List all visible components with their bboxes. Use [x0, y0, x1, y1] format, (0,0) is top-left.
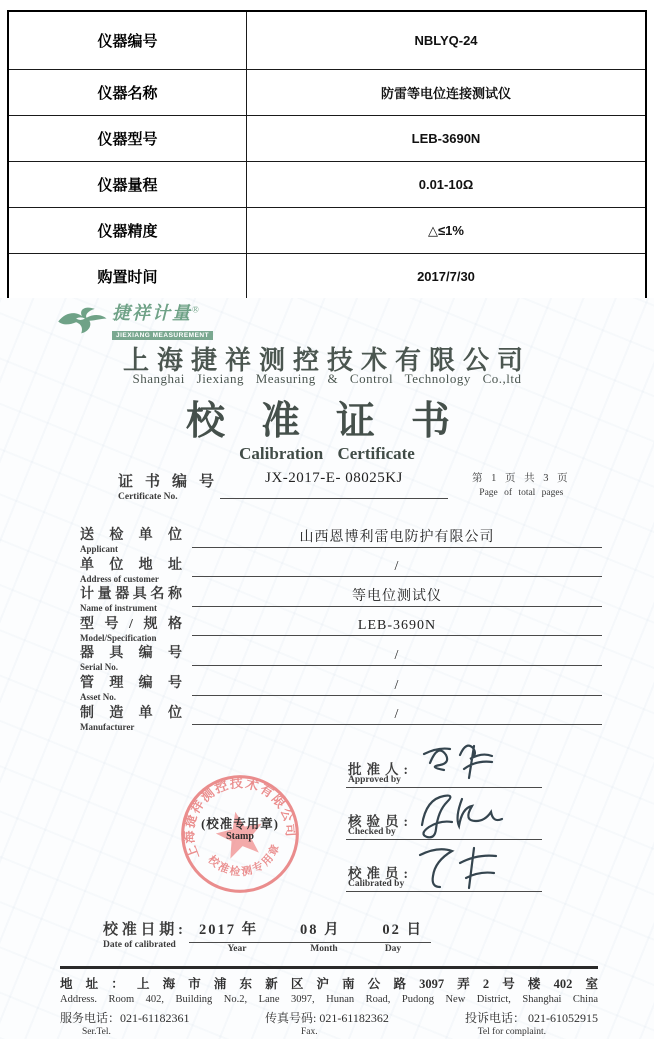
- calibration-certificate: [0, 298, 654, 1039]
- certificate-fields: [80, 522, 602, 732]
- swallow-bird-icon: [56, 303, 108, 342]
- date-label: 校准日期: Date of calibrated: [103, 922, 183, 950]
- svg-text:上海捷祥测控技术有限公司: 上海捷祥测控技术有限公司: [182, 776, 298, 861]
- field-value: /: [192, 559, 602, 577]
- logo-brand-en: JIEXIANG MEASUREMENT: [112, 331, 213, 340]
- signature-checked-icon: [408, 789, 528, 841]
- service-tel-en: Ser.Tel.: [82, 1027, 111, 1037]
- field-asset-no: 管理编号 Asset No. /: [80, 670, 602, 700]
- instrument-spec-table: [7, 10, 647, 301]
- row-label: 仪器精度: [9, 208, 247, 253]
- row-label: 购置时间: [9, 254, 247, 299]
- row-label: 仪器编号: [9, 12, 247, 69]
- certificate-number-row: [118, 470, 571, 502]
- row-value: 0.01-10Ω: [418, 177, 474, 192]
- signature-row-approved: 批准人: Approved by: [346, 754, 542, 806]
- svg-text:校准检测专用章: 校准检测专用章: [205, 841, 284, 879]
- service-tel: 服务电话：021-61182361: [60, 1011, 190, 1025]
- field-value: LEB-3690N: [192, 618, 602, 636]
- field-value: /: [192, 648, 602, 666]
- table-row: [9, 207, 645, 253]
- fax-number: 传真号码: 021-61182362: [265, 1011, 389, 1025]
- field-value: /: [192, 707, 602, 725]
- footer-phone-row-en: [60, 1027, 598, 1037]
- row-label: 仪器名称: [9, 70, 247, 115]
- company-logo: [56, 303, 213, 342]
- row-value: NBLYQ-24: [414, 33, 478, 48]
- field-value: 等电位测试仪: [192, 585, 602, 607]
- signature-block: [346, 754, 542, 910]
- complaint-tel-en: Tel for complaint.: [477, 1027, 546, 1037]
- field-model-specification: 型号/规格 Model/Specification LEB-3690N: [80, 611, 602, 641]
- footer-address-cn: 地址：上海市浦东新区沪南公路3097弄2号楼402室: [60, 977, 598, 991]
- certificate-number-value: JX-2017-E- 08025KJ: [220, 470, 448, 499]
- date-values: [189, 918, 431, 954]
- certificate-title-cn: 校准证书: [185, 400, 486, 443]
- field-customer-address: 单位地址 Address of customer /: [80, 552, 602, 582]
- date-day: 02 日: [382, 922, 423, 938]
- calibration-date-row: [103, 918, 431, 954]
- company-name-en: Shanghai Jiexiang Measuring & Control Technology Co.,ltd: [132, 371, 522, 386]
- logo-text: [112, 303, 213, 342]
- date-month: 08 月: [299, 922, 341, 938]
- footer-address-en: Address. Room 402, Building No.2, Lane 3097, Hunan Road, Pudong New District, Shanghai China: [60, 994, 598, 1005]
- signature-row-calibrated: 校准员: Calibrated by: [346, 858, 542, 910]
- field-applicant: 送检单位 Applicant 山西恩博利雷电防护有限公司: [80, 522, 602, 552]
- stamp-label-cn: (校准专用章): [201, 817, 279, 831]
- footer-phone-row: [60, 1009, 598, 1026]
- table-row: [9, 253, 645, 299]
- row-label: 仪器量程: [9, 162, 247, 207]
- table-row: [9, 69, 645, 115]
- complaint-tel: 投诉电话： 021-61052915: [465, 1011, 598, 1025]
- stamp-label-en: Stamp: [226, 831, 254, 842]
- signature-approved-icon: [408, 737, 528, 789]
- certificate-title-en: Calibration Certificate: [239, 444, 415, 463]
- logo-brand-cn: 捷祥计量: [112, 303, 192, 323]
- certificate-footer: [60, 966, 598, 1037]
- date-day-en: Day: [384, 944, 402, 954]
- date-year: 2017 年: [199, 922, 259, 938]
- certificate-number-label: 证书编号 Certificate No.: [118, 474, 214, 502]
- field-serial-no: 器具编号 Serial No. /: [80, 640, 602, 670]
- field-value: /: [192, 678, 602, 696]
- calibration-stamp: [176, 770, 304, 898]
- row-value: 2017/7/30: [417, 269, 475, 284]
- signature-row-checked: 核验员: Checked by: [346, 806, 542, 858]
- page-info: 第 1 页 共 3 页 Page of total pages: [472, 473, 571, 498]
- row-value: LEB-3690N: [411, 131, 481, 146]
- fax-en: Fax.: [301, 1027, 318, 1037]
- table-row: [9, 115, 645, 161]
- company-name-cn: 上海捷祥测控技术有限公司: [122, 345, 531, 375]
- row-value: △≤1%: [428, 222, 464, 238]
- field-instrument-name: 计量器具名称 Name of instrument 等电位测试仪: [80, 581, 602, 611]
- row-label: 仪器型号: [9, 116, 247, 161]
- table-row: [9, 161, 645, 207]
- date-month-en: Month: [310, 944, 338, 954]
- table-row: [9, 12, 645, 69]
- row-value: 防雷等电位连接测试仪: [380, 86, 511, 101]
- registered-trademark-icon: ®: [192, 304, 199, 315]
- signature-calibrated-icon: [408, 841, 528, 893]
- date-year-en: Year: [227, 944, 247, 954]
- field-manufacturer: 制造单位 Manufacturer /: [80, 700, 602, 730]
- field-value: 山西恩博利雷电防护有限公司: [192, 526, 602, 548]
